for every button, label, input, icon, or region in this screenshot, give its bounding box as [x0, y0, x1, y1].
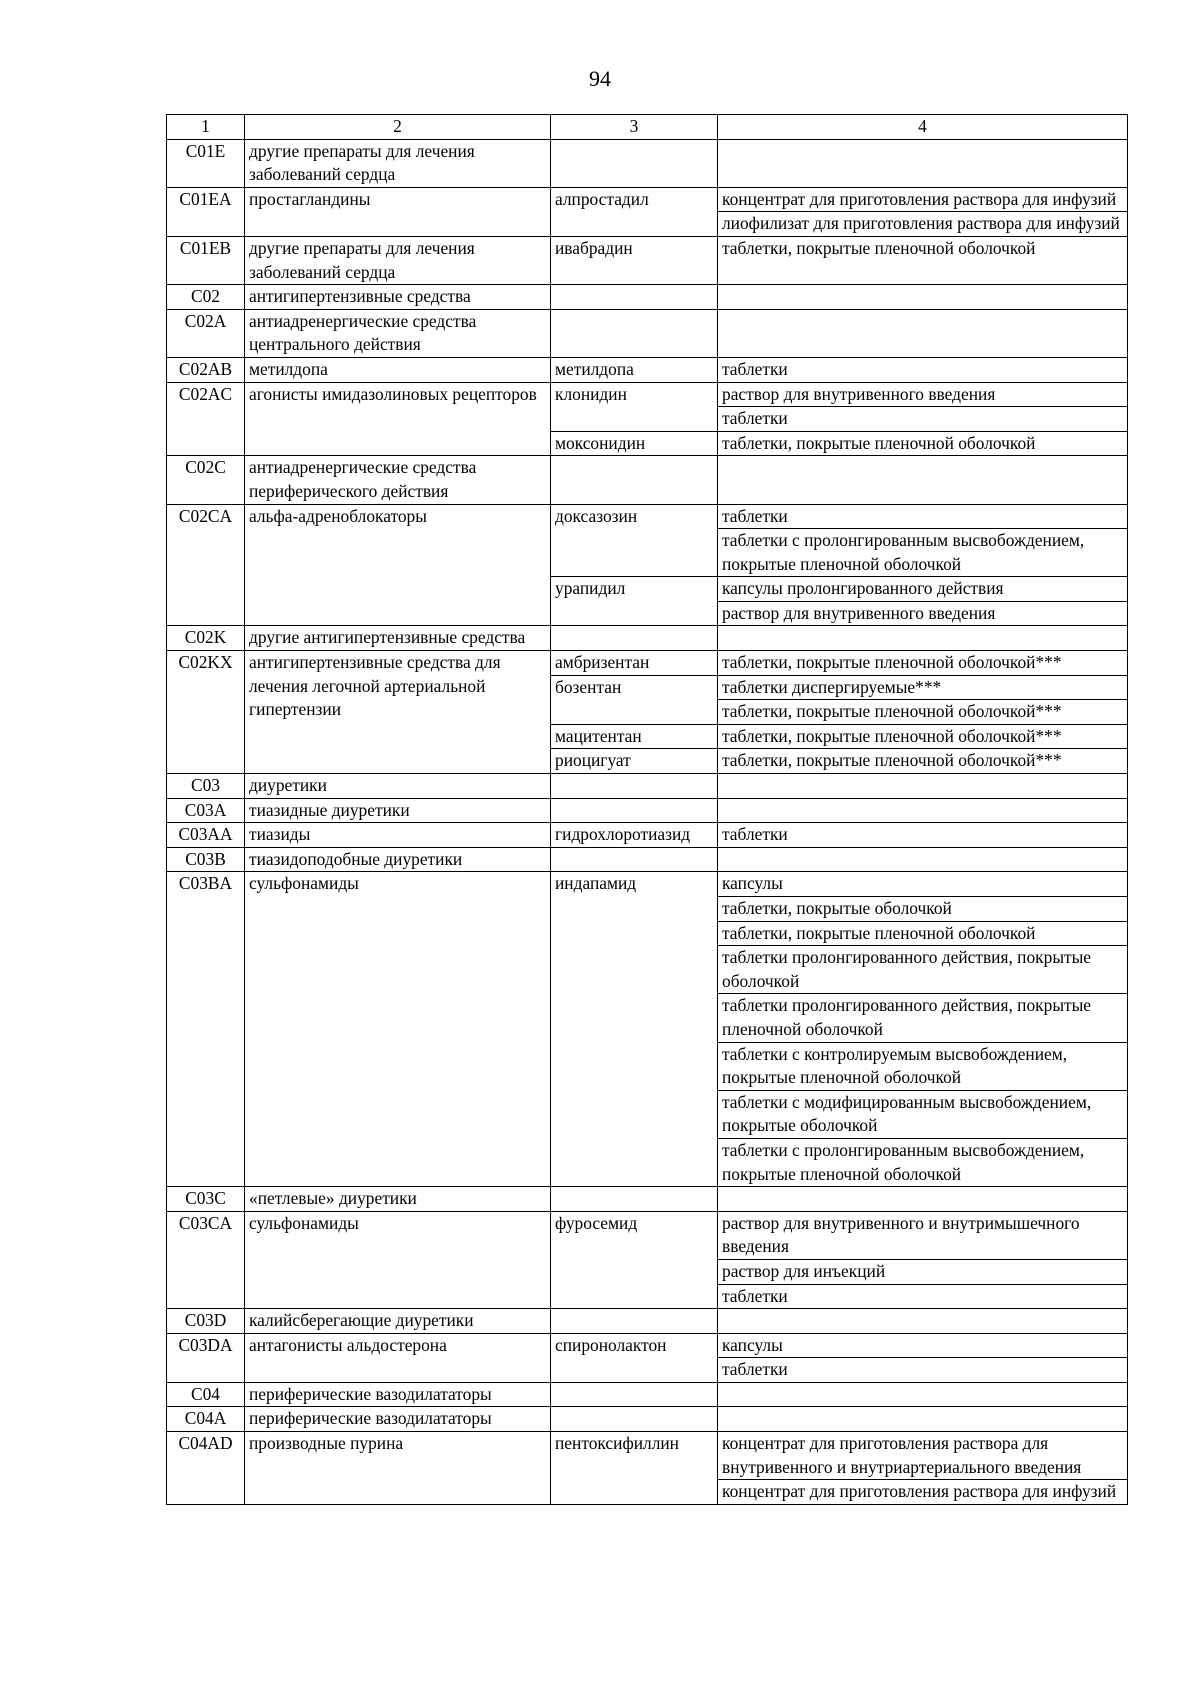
dosage-form: [718, 1407, 1128, 1432]
atc-code: C03: [167, 774, 245, 799]
group-name: другие препараты для лечения заболеваний сердца: [245, 236, 551, 284]
table-body: [167, 139, 1128, 1504]
group-name: антигипертензивные средства: [245, 285, 551, 310]
dosage-form: таблетки пролонгированного действия, покрытые пленочной оболочкой: [718, 994, 1128, 1042]
dosage-form: таблетки пролонгированного действия, покрытые оболочкой: [718, 946, 1128, 994]
atc-code: C02: [167, 285, 245, 310]
drug-name: урапидил: [551, 577, 718, 626]
dosage-form: лиофилизат для приготовления раствора для инфузий: [718, 212, 1128, 237]
atc-code: C01E: [167, 139, 245, 187]
drug-name: [551, 139, 718, 187]
dosage-form: таблетки, покрытые пленочной оболочкой***: [718, 749, 1128, 774]
dosage-form: таблетки, покрытые оболочкой: [718, 897, 1128, 922]
table-row: [167, 285, 1128, 310]
dosage-form: таблетки с контролируемым высвобождением, покрытые пленочной оболочкой: [718, 1042, 1128, 1090]
dosage-form: таблетки диспергируемые***: [718, 675, 1128, 700]
atc-code: C02AB: [167, 357, 245, 382]
atc-code: C04: [167, 1382, 245, 1407]
dosage-form: капсулы: [718, 872, 1128, 897]
drug-name: риоцигуат: [551, 749, 718, 774]
group-name: тиазидные диуретики: [245, 798, 551, 823]
table-row: [167, 1407, 1128, 1432]
dosage-form: концентрат для приготовления раствора для инфузий: [718, 187, 1128, 212]
dosage-form: [718, 774, 1128, 799]
table-row: [167, 872, 1128, 897]
header-col-3: 3: [551, 115, 718, 140]
dosage-form: таблетки, покрытые пленочной оболочкой***: [718, 700, 1128, 725]
header-col-4: 4: [718, 115, 1128, 140]
drug-name: [551, 1382, 718, 1407]
drug-name: [551, 626, 718, 651]
dosage-form: таблетки с модифицированным высвобождением, покрытые оболочкой: [718, 1090, 1128, 1138]
group-name: метилдопа: [245, 357, 551, 382]
group-name: антиадренергические средства центрального действия: [245, 309, 551, 357]
drug-name: клонидин: [551, 382, 718, 431]
table-row: [167, 1432, 1128, 1480]
drug-name: ивабрадин: [551, 236, 718, 284]
atc-code: C03D: [167, 1309, 245, 1334]
drug-name: амбризентан: [551, 651, 718, 676]
dosage-form: таблетки, покрытые пленочной оболочкой: [718, 921, 1128, 946]
drug-name: [551, 774, 718, 799]
atc-code: C03AA: [167, 823, 245, 848]
atc-code: C02AC: [167, 382, 245, 456]
atc-code: C02CA: [167, 504, 245, 626]
drug-name: спиронолактон: [551, 1333, 718, 1382]
table-row: [167, 1309, 1128, 1334]
dosage-form: таблетки: [718, 823, 1128, 848]
atc-code: C03C: [167, 1187, 245, 1212]
table-row: [167, 187, 1128, 212]
table-row: [167, 774, 1128, 799]
atc-code: C02KX: [167, 651, 245, 774]
dosage-form: таблетки, покрытые пленочной оболочкой: [718, 431, 1128, 456]
group-name: другие антигипертензивные средства: [245, 626, 551, 651]
table-row: [167, 798, 1128, 823]
atc-code: C03A: [167, 798, 245, 823]
table-row: [167, 1333, 1128, 1358]
table-row: [167, 1382, 1128, 1407]
atc-code: C04A: [167, 1407, 245, 1432]
table-row: [167, 309, 1128, 357]
group-name: простагландины: [245, 187, 551, 236]
dosage-form: [718, 1187, 1128, 1212]
drug-name: [551, 1407, 718, 1432]
drug-name: алпростадил: [551, 187, 718, 236]
drug-name: метилдопа: [551, 357, 718, 382]
page-number: 94: [589, 66, 611, 91]
dosage-form: таблетки: [718, 357, 1128, 382]
dosage-form: [718, 285, 1128, 310]
dosage-form: таблетки: [718, 1358, 1128, 1383]
table-row: [167, 504, 1128, 529]
atc-code: C02A: [167, 309, 245, 357]
group-name: сульфонамиды: [245, 1211, 551, 1308]
drug-name: [551, 456, 718, 504]
table-row: [167, 382, 1128, 407]
dosage-form: [718, 309, 1128, 357]
atc-code: C03BA: [167, 872, 245, 1187]
group-name: сульфонамиды: [245, 872, 551, 1187]
group-name: антигипертензивные средства для лечения легочной артериальной гипертензии: [245, 651, 551, 774]
drug-name: моксонидин: [551, 431, 718, 456]
table-row: [167, 626, 1128, 651]
dosage-form: таблетки, покрытые пленочной оболочкой***: [718, 651, 1128, 676]
atc-code: C03B: [167, 847, 245, 872]
atc-code: C01EA: [167, 187, 245, 236]
group-name: агонисты имидазолиновых рецепторов: [245, 382, 551, 456]
drug-name: [551, 1309, 718, 1334]
table-row: [167, 236, 1128, 284]
atc-code: C03CA: [167, 1211, 245, 1308]
group-name: диуретики: [245, 774, 551, 799]
group-name: антиадренергические средства периферического действия: [245, 456, 551, 504]
dosage-form: [718, 1382, 1128, 1407]
header-col-1: 1: [167, 115, 245, 140]
table-row: [167, 456, 1128, 504]
dosage-form: концентрат для приготовления раствора для внутривенного и внутриартериального введения: [718, 1432, 1128, 1480]
group-name: тиазидоподобные диуретики: [245, 847, 551, 872]
dosage-form: таблетки, покрытые пленочной оболочкой: [718, 236, 1128, 284]
atc-code: C02C: [167, 456, 245, 504]
drug-name: [551, 798, 718, 823]
group-name: другие препараты для лечения заболеваний сердца: [245, 139, 551, 187]
atc-code: C03DA: [167, 1333, 245, 1382]
group-name: производные пурина: [245, 1432, 551, 1505]
header-row: [167, 115, 1128, 140]
drug-name: [551, 309, 718, 357]
table-row: [167, 847, 1128, 872]
table-row: [167, 1211, 1128, 1259]
atc-code: C01EB: [167, 236, 245, 284]
group-name: калийсберегающие диуретики: [245, 1309, 551, 1334]
table-row: [167, 357, 1128, 382]
dosage-form: капсулы: [718, 1333, 1128, 1358]
drug-name: [551, 847, 718, 872]
dosage-form: [718, 139, 1128, 187]
dosage-form: [718, 798, 1128, 823]
group-name: периферические вазодилататоры: [245, 1407, 551, 1432]
drug-table: [166, 114, 1128, 1505]
drug-name: фуросемид: [551, 1211, 718, 1308]
dosage-form: раствор для внутривенного введения: [718, 382, 1128, 407]
dosage-form: таблетки с пролонгированным высвобождением, покрытые пленочной оболочкой: [718, 529, 1128, 577]
header-col-2: 2: [245, 115, 551, 140]
dosage-form: таблетки, покрытые пленочной оболочкой***: [718, 724, 1128, 749]
dosage-form: капсулы пролонгированного действия: [718, 577, 1128, 602]
table-row: [167, 823, 1128, 848]
dosage-form: таблетки с пролонгированным высвобождением, покрытые пленочной оболочкой: [718, 1138, 1128, 1186]
table-row: [167, 1187, 1128, 1212]
dosage-form: раствор для внутривенного введения: [718, 601, 1128, 626]
drug-name: [551, 285, 718, 310]
drug-name: [551, 1187, 718, 1212]
dosage-form: [718, 1309, 1128, 1334]
dosage-form: раствор для внутривенного и внутримышечного введения: [718, 1211, 1128, 1259]
group-name: антагонисты альдостерона: [245, 1333, 551, 1382]
group-name: альфа-адреноблокаторы: [245, 504, 551, 626]
drug-name: индапамид: [551, 872, 718, 1187]
dosage-form: таблетки: [718, 504, 1128, 529]
atc-code: C02K: [167, 626, 245, 651]
dosage-form: концентрат для приготовления раствора для инфузий: [718, 1480, 1128, 1505]
atc-code: C04AD: [167, 1432, 245, 1505]
dosage-form: [718, 847, 1128, 872]
group-name: тиазиды: [245, 823, 551, 848]
drug-name: гидрохлоротиазид: [551, 823, 718, 848]
dosage-form: [718, 456, 1128, 504]
table-row: [167, 651, 1128, 676]
drug-name: бозентан: [551, 675, 718, 724]
group-name: «петлевые» диуретики: [245, 1187, 551, 1212]
dosage-form: таблетки: [718, 1284, 1128, 1309]
dosage-form: раствор для инъекций: [718, 1259, 1128, 1284]
drug-name: пентоксифиллин: [551, 1432, 718, 1505]
dosage-form: [718, 626, 1128, 651]
drug-name: доксазозин: [551, 504, 718, 577]
dosage-form: таблетки: [718, 407, 1128, 432]
group-name: периферические вазодилататоры: [245, 1382, 551, 1407]
drug-name: мацитентан: [551, 724, 718, 749]
table-row: [167, 139, 1128, 187]
